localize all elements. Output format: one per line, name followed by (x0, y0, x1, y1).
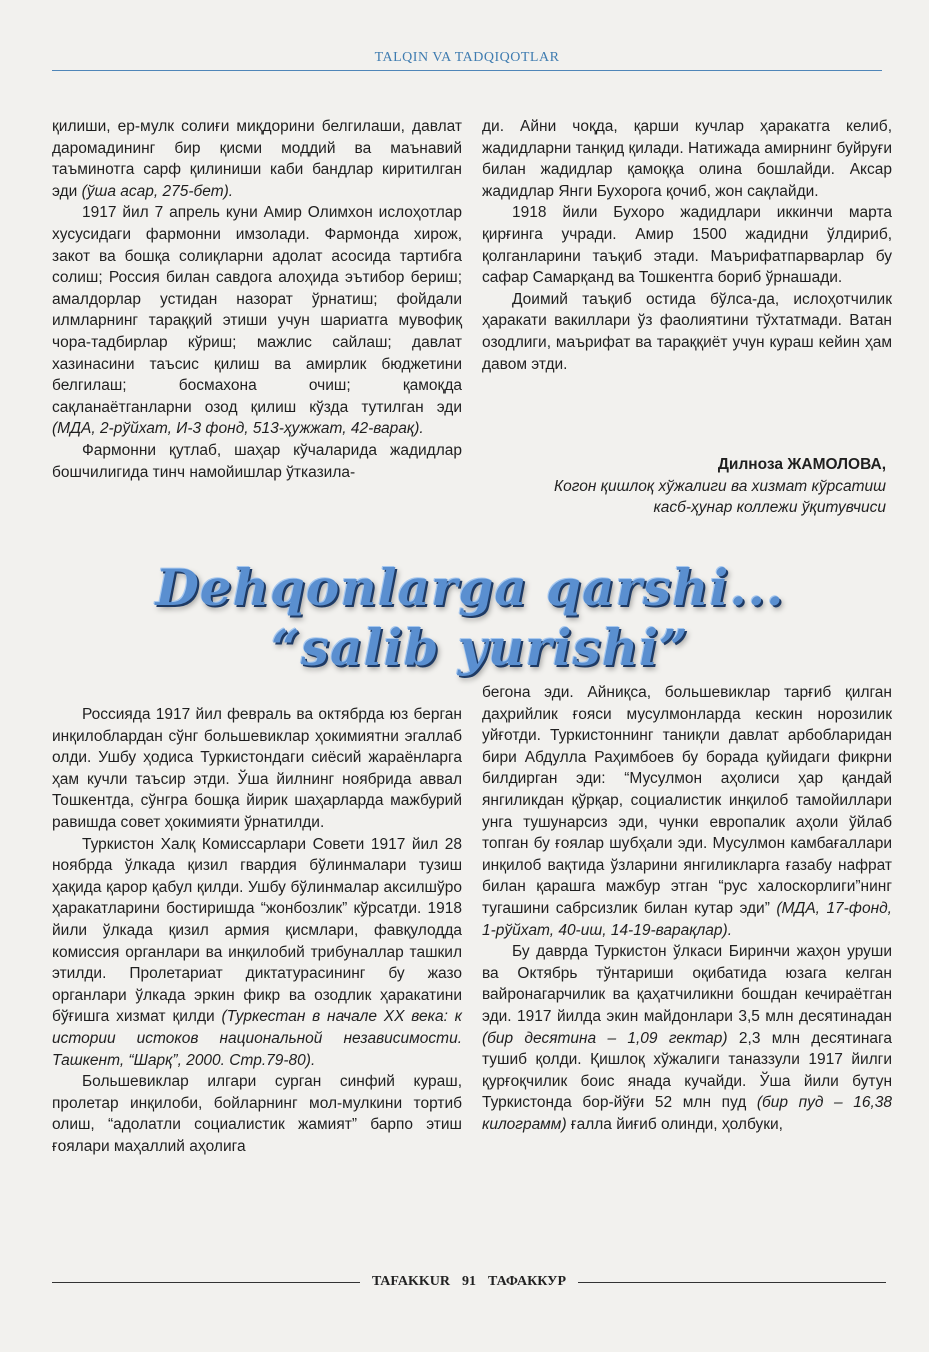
article-title-line-2: “salib yurishi” (271, 618, 689, 677)
paragraph-text: 1917 йил 7 апрель куни Амир Олимхон ислоҳотлар хусусидаги фармонни имзолади. Фармонда хирож, закот ва бошқа солиқларни адолат асосида тартибга солиш; Россия билан савдога алоҳида эътибор бериш; амалдорлар устидан назорат ўрнатиш; фойдали илмларнинг тараққий этиши учун шариатга мувофиқ чора-тадбирлар кўриш; мажлис сайлаш; давлат хазинасини таъсис қилиш ва амирлик бюджетини белгилаш; босмахона очиш; қамоқда сақланаётганларни озод қилиш кўзда тутилган эди (52, 204, 462, 416)
paragraph (52, 202, 462, 440)
paragraph-text: Бу даврда Туркистон ўлкаси Биринчи жаҳон уруши ва Октябрь тўнтариши оқибатида юзага келган вайронагарчилик ва қаҳатчиликни бошдан кечираётган эди. 1917 йилда экин майдонлари 3,5 млн десятинадан (482, 943, 892, 1025)
paragraph-text: қилиши, ер-мулк солиғи миқдорини белгилаши, давлат даромадининг бир қисми моддий ва маънавий таъминотга сарф қилиниши каби бандлар киритилган эди (52, 118, 462, 200)
citation: (МДА, 17-фонд, 1-рўйхат, 40-иш, 14-19-варақлар). (482, 899, 892, 939)
running-head: TALQIN VA TADQIQOTLAR (374, 50, 560, 65)
footer-rule-left (52, 1282, 360, 1283)
paragraph-text: ғалла йиғиб олинди, ҳолбуки, (570, 1115, 783, 1133)
paragraph-text: Туркистон Халқ Комиссарлари Совети 1917 йил 28 ноябрда ўлкада қизил гвардия бўлинмалари тузиш ҳақида қарор қабул қилди. Ушбу бўлинмалар аксилшўро ҳаракатларини бостиришда “жонбозлик” кўрсатди. 1918 йили ўлкада қизил армия қисмлари, фавқулодда комиссия органлари ва инқилобий трибуналлар ташкил этилди. Пролетариат диктатурасининг бу жазо органлари ўлкада эркин фикр ва озодлик ҳаракатини бўғишга хизмат қилди (52, 835, 462, 1026)
paragraph (52, 834, 462, 1072)
citation: (ўша асар, 275-бет). (81, 182, 234, 200)
paragraph: Доимий таъқиб остида бўлса-да, ислоҳотчилик ҳаракати вакиллари ўз фаолиятини тўхтатмади. Ватан озодлиги, маърифат ва тараққиёт учун кураш кейин ҳам давом этди. (482, 290, 892, 373)
footer-journal-latin: TAFAKKUR (371, 1274, 451, 1289)
footer-journal-cyrillic: ТАФАККУР (488, 1274, 567, 1289)
paragraph: Россияда 1917 йил февраль ва октябрда юз берган инқилоблардан сўнг большевиклар ҳокимиятни эгаллаб олди. Ушбу ҳодиса Туркистондаги сиёсий жараёнларга ҳам кучли таъсир этди. Ўша йилнинг ноябрида аввал Тошкентда, сўнгра бошқа йирик шаҳарларда мажбурий равишда совет ҳокимияти ўрнатилди. (52, 706, 462, 831)
author-signature (482, 454, 886, 519)
column-4 (482, 682, 892, 1135)
column-1 (52, 116, 462, 483)
paragraph (52, 116, 462, 202)
article-title (140, 558, 800, 678)
citation: (Туркестан в начале XX века: к истории истоков национальной независимости. Ташкент, “Шарқ”, 2000. Стр.79-80). (52, 1008, 462, 1069)
paragraph-text: 2,3 млн десятинага тушиб қолди. Қишлоқ хўжалиги таназзули 1917 йилги қурғоқчилик боис янада кучайди. Ўша йили бутун Туркистонда бор-йўғи 52 млн пуд (482, 1029, 892, 1112)
citation: (бир пуд – 16,38 килограмм) (482, 1094, 893, 1133)
paragraph: Фармонни қутлаб, шаҳар кўчаларида жадидлар бошчилигида тинч намойишлар ўтказила- (52, 441, 462, 481)
page-number: 91 (462, 1274, 477, 1289)
footer-rule-right (578, 1282, 886, 1283)
citation: (МДА, 2-рўйхат, И-3 фонд, 513-ҳужжат, 42-варақ). (52, 420, 424, 438)
paragraph-text: бегона эди. Айниқса, большевиклар тарғиб қилган даҳрийлик ғояси мусулмонларда кескин норозилик уйғотди. Туркистоннинг таниқли давлат арбобларидан бири Абдулла Раҳимбоев бу борада қуйидаги фикрни билдирган эди: “Мусулмон аҳолиси ҳар қандай янгиликдан қўрқар, социалистик инқилоб тамойиллари унга тушунарсиз эди, чунки европалик аҳоли ўйлаб топган бу ғоялар шубҳали эди. Мусулмон камбағаллари инқилоб вақтида ўзларини янгиликларга ғазабу нафрат билан қарашга мажбур этган “рус халоскорлиги”нинг тугашини сабрсизлик билан кутар эди” (482, 684, 892, 917)
article-title-line-1: Dehqonlarga qarshi... (155, 558, 785, 617)
page-footer (52, 1272, 886, 1292)
author-name: Дилноза ЖАМОЛОВА, (717, 456, 886, 473)
author-affiliation-line-2: касб-ҳунар коллежи ўқитувчиси (653, 499, 886, 517)
column-3 (52, 704, 462, 1157)
paragraph: 1918 йили Бухоро жадидлари иккинчи марта қирғинга учради. Амир 1500 жадидни ўлдириб, қолганларини таъқиб этади. Маърифатпарварлар бу сафар Самарқанд ва Тошкентга бориб ўрнашади. (482, 204, 892, 287)
paragraph: Большевиклар илгари сурган синфий кураш, пролетар инқилоби, бойларнинг мол-мулкини тортиб олиш, “адолатли социалистик жамият” барпо этиш ғоялари маҳаллий аҳолига (52, 1073, 462, 1155)
paragraph: ди. Айни чоқда, қарши кучлар ҳаракатга келиб, жадидларни танқид қилади. Натижада амирнинг буйруғи билан жадидлар қамоққа олина бошлайди. Аксар жадидлар Янги Бухорога қочиб, жон сақлайди. (482, 118, 892, 200)
column-2 (482, 116, 892, 375)
citation: (бир десятина – 1,09 гектар) (482, 1029, 728, 1047)
header-rule (52, 70, 882, 71)
paragraph (482, 682, 892, 941)
paragraph (482, 941, 892, 1135)
author-affiliation-line-1: Когон қишлоқ хўжалиги ва хизмат кўрсатиш (553, 477, 886, 495)
